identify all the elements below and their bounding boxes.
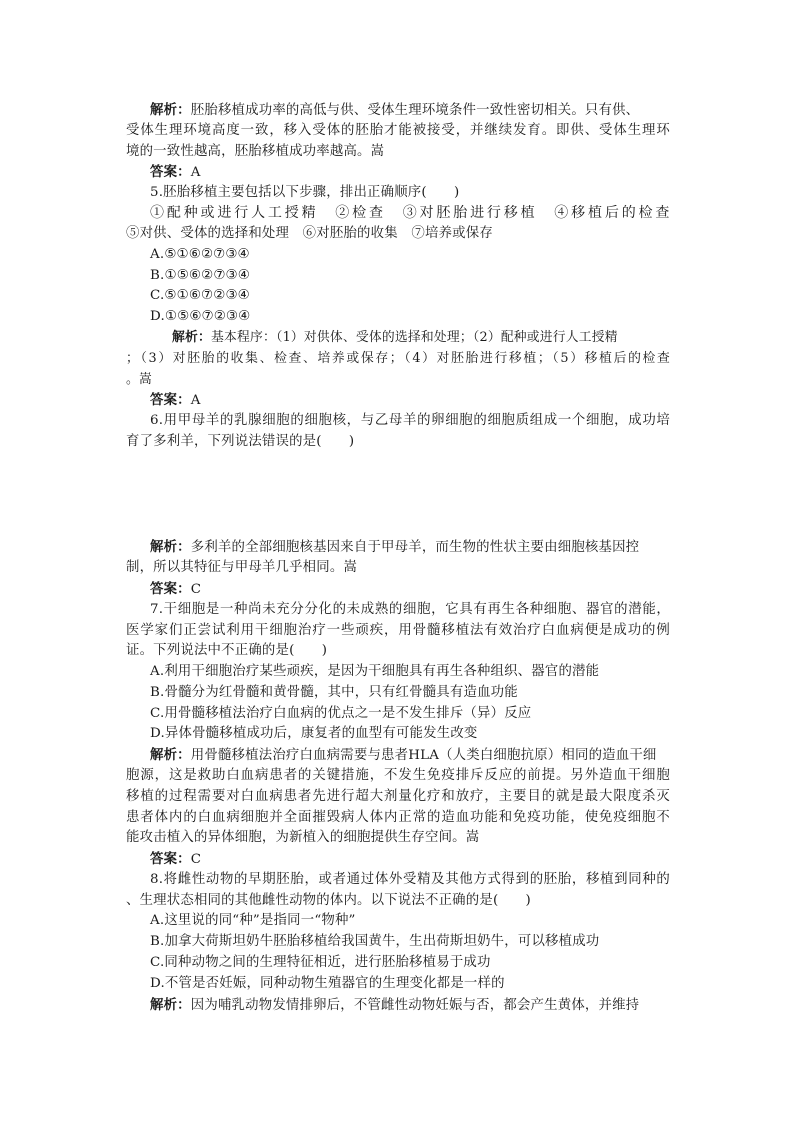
question-8-line-1: 8.将雌性动物的早期胚胎，或者通过体外受精及其他方式得到的胚胎，移植到同种的 (150, 872, 670, 887)
answer-5: 答案：A (150, 392, 201, 408)
answer-4: 答案：A (150, 164, 201, 180)
question-8-option-d: D.不管是否妊娠，同种动物生殖器官的生理变化都是一样的 (150, 976, 505, 991)
question-8-option-b: B.加拿大荷斯坦奶牛胚胎移植给我国黄牛，生出荷斯坦奶牛，可以移植成功 (150, 934, 600, 949)
question-6-line-2: 育了多利羊，下列说法错误的是( ) (126, 434, 355, 449)
question-5-option-c: C.⑤①⑥⑦②③④ (150, 288, 250, 303)
question-5-steps-1: ①配种或进行人工授精 ②检查 ③对胚胎进行移植 ④移植后的检查 (150, 205, 670, 221)
question-5-option-d: D.①⑤⑥⑦②③④ (150, 309, 251, 324)
question-7-line-3: 证。下列说法中不正确的是( ) (126, 643, 328, 658)
analysis-7-line-5: 能攻击植入的异体细胞，为新植入的细胞提供生存空间。嵩 (126, 830, 480, 845)
analysis-6-line-2: 制，所以其特征与甲母羊几乎相同。嵩 (126, 560, 358, 575)
question-5-steps-2: ⑤对供、受体的选择和处理 ⑥对胚胎的收集 ⑦培养或保存 (126, 226, 493, 241)
analysis-4-line-1: 解析：胚胎移植成功率的高低与供、受体生理环境条件一致性密切相关。只有供、 (150, 102, 640, 118)
analysis-8-line-1: 解析：因为哺乳动物发情排卵后，不管雌性动物妊娠与否，都会产生黄体，并维持 (150, 997, 640, 1013)
question-7-option-c: C.用骨髓移植法治疗白血病的优点之一是不发生排斥（异）反应 (150, 706, 532, 721)
analysis-label: 解析： (150, 102, 191, 118)
question-5: 5.胚胎移植主要包括以下步骤，排出正确顺序( ) (150, 185, 460, 200)
analysis-5-line-2: ；（3）对胚胎的收集、检查、培养或保存；（4）对胚胎进行移植；（5）移植后的检查 (126, 351, 670, 366)
analysis-6-line-1: 解析：多利羊的全部细胞核基因来自于甲母羊，而生物的性状主要由细胞核基因控 (150, 539, 640, 555)
question-8-option-a: A.这里说的同“种”是指同一“物种” (150, 913, 356, 928)
question-5-option-a: A.⑤①⑥②⑦③④ (150, 247, 250, 262)
answer-7: 答案：C (150, 851, 202, 867)
analysis-7-line-4: 患者体内的白血病细胞并全面摧毁病人体内正常的造血功能和免疫功能，使免疫细胞不 (126, 810, 670, 825)
answer-6: 答案：C (150, 581, 202, 597)
question-6-line-1: 6.用甲母羊的乳腺细胞的细胞核，与乙母羊的卵细胞的细胞质组成一个细胞，成功培 (150, 413, 670, 428)
question-7-line-1: 7.干细胞是一种尚未充分分化的未成熟的细胞，它具有再生各种细胞、器官的潜能， (150, 602, 670, 617)
analysis-7-line-3: 移植的过程需要对白血病患者先进行超大剂量化疗和放疗，主要目的就是最大限度杀灭 (126, 789, 670, 804)
analysis-4-line-3: 境的一致性越高，胚胎移植成功率越高。嵩 (126, 144, 385, 159)
question-7-option-a: A.利用干细胞治疗某些顽疾，是因为干细胞具有再生各种组织、器官的潜能 (150, 664, 600, 679)
analysis-7-line-1: 解析：用骨髓移植法治疗白血病需要与患者HLA（人类白细胞抗原）相同的造血干细 (150, 747, 657, 763)
analysis-7-line-2: 胞源，这是救助白血病患者的关键措施，不发生免疫排斥反应的前提。另外造血干细胞 (126, 768, 670, 783)
question-7-option-b: B.骨髓分为红骨髓和黄骨髓，其中，只有红骨髓具有造血功能 (150, 685, 518, 700)
question-7-line-2: 医学家们正尝试利用干细胞治疗一些顽疾，用骨髓移植法有效治疗白血病便是成功的例 (126, 623, 670, 638)
analysis-5-line-3: 。嵩 (126, 372, 152, 387)
question-8-line-2: 、生理状态相同的其他雌性动物的体内。以下说法不正确的是( ) (126, 893, 531, 908)
question-5-option-b: B.①⑤⑥②⑦③④ (150, 268, 250, 283)
analysis-4-line-2: 受体生理环境高度一致，移入受体的胚胎才能被接受，并继续发育。即供、受体生理环 (126, 123, 670, 138)
question-8-option-c: C.同种动物之间的生理特征相近，进行胚胎移植易于成功 (150, 955, 491, 970)
question-7-option-d: D.异体骨髓移植成功后，康复者的血型有可能发生改变 (150, 726, 478, 741)
analysis-5-line-1: 解析：基本程序：（1）对供体、受体的选择和处理；（2）配种或进行人工授精 (172, 330, 618, 345)
